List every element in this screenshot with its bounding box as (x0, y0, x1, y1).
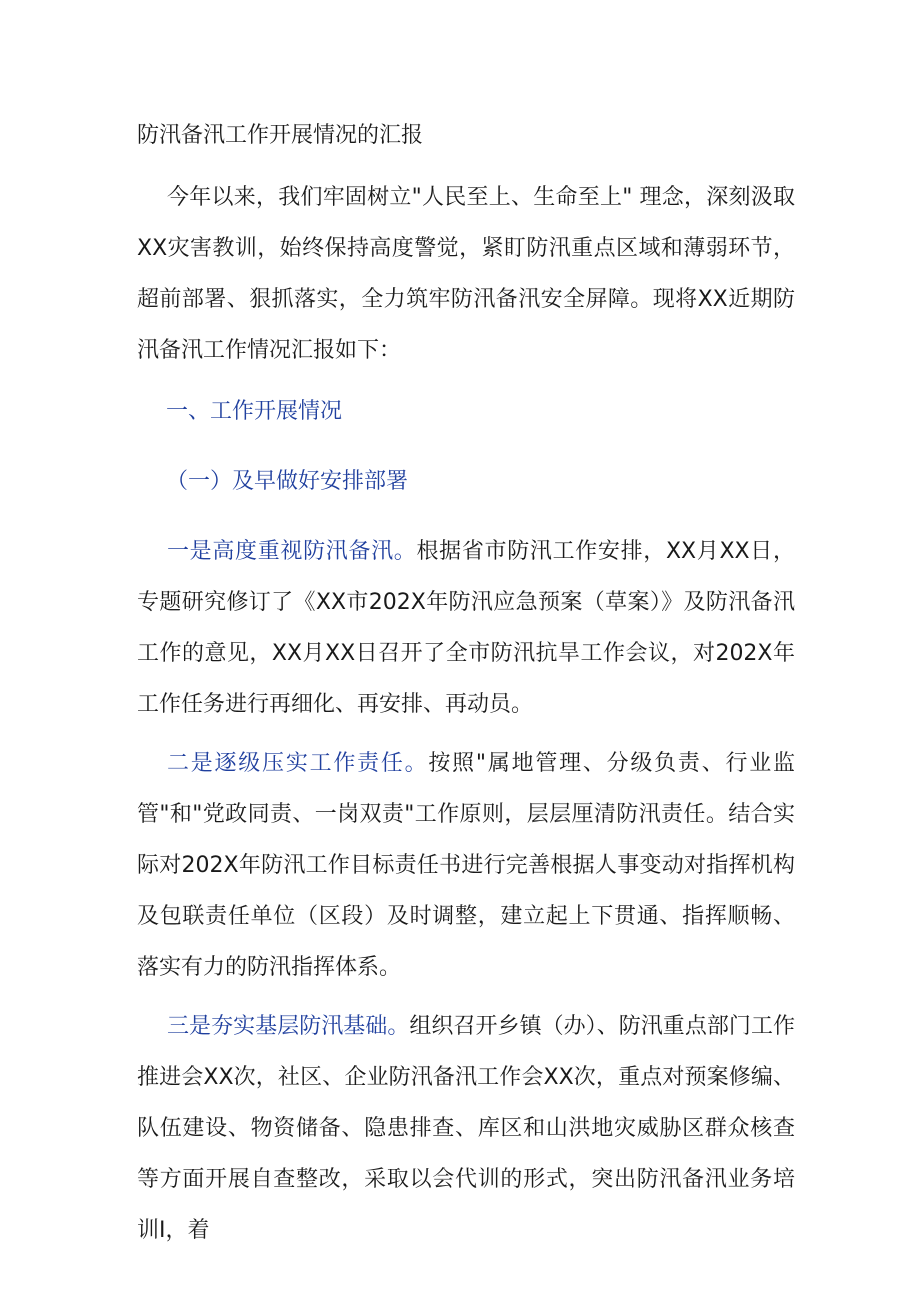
section-heading: 一、工作开展情况 (166, 399, 343, 424)
item-body-1: 根据省市防汛工作安排，XX月XX日，专题研究修订了《XX市202X年防汛应急预案（草案）》及防汛备汛工作的意见，XX月XX日召开了全市防汛抗旱工作会议，对202X年工作任务进行再细化、再安排、再动员。 (137, 539, 795, 717)
item-lead-1: 一是高度重视防汛备汛。 (167, 539, 417, 564)
item-paragraph-3 (137, 1001, 795, 1256)
item-paragraph-1 (137, 526, 795, 730)
item-lead-3: 三是夯实基层防汛基础。 (167, 1014, 410, 1039)
document-title: 防汛备汛工作开展情况的汇报 (137, 123, 424, 148)
item-paragraph-2 (137, 738, 795, 993)
item-body-3: 组织召开乡镇（办）、防汛重点部门工作推进会XX次，社区、企业防汛备汛工作会XX次，重点对预案修编、队伍建设、物资储备、隐患排查、库区和山洪地灾威胁区群众核查等方面开展自查整改，采取以会代训的形式，突出防汛备汛业务培训I，着 (137, 1014, 795, 1243)
item-lead-2: 二是逐级压实工作责任。 (167, 751, 429, 776)
item-body-2: 按照"属地管理、分级负责、行业监管"和"党政同责、一岗双责"工作原则，层层厘清防汛责任。结合实际对202X年防汛工作目标责任书进行完善根据人事变动对指挥机构及包联责任单位（区段）及时调整，建立起上下贯通、指挥顺畅、落实有力的防汛指挥体系。 (137, 751, 795, 980)
intro-paragraph: 今年以来，我们牢固树立"人民至上、生命至上" 理念，深刻汲取XX灾害教训，始终保持高度警觉，紧盯防汛重点区域和薄弱环节，超前部署、狠抓落实，全力筑牢防汛备汛安全屏障。现将XX近期防汛备汛工作情况汇报如下： (137, 185, 795, 363)
subsection-heading: （一）及早做好安排部署 (166, 469, 409, 494)
